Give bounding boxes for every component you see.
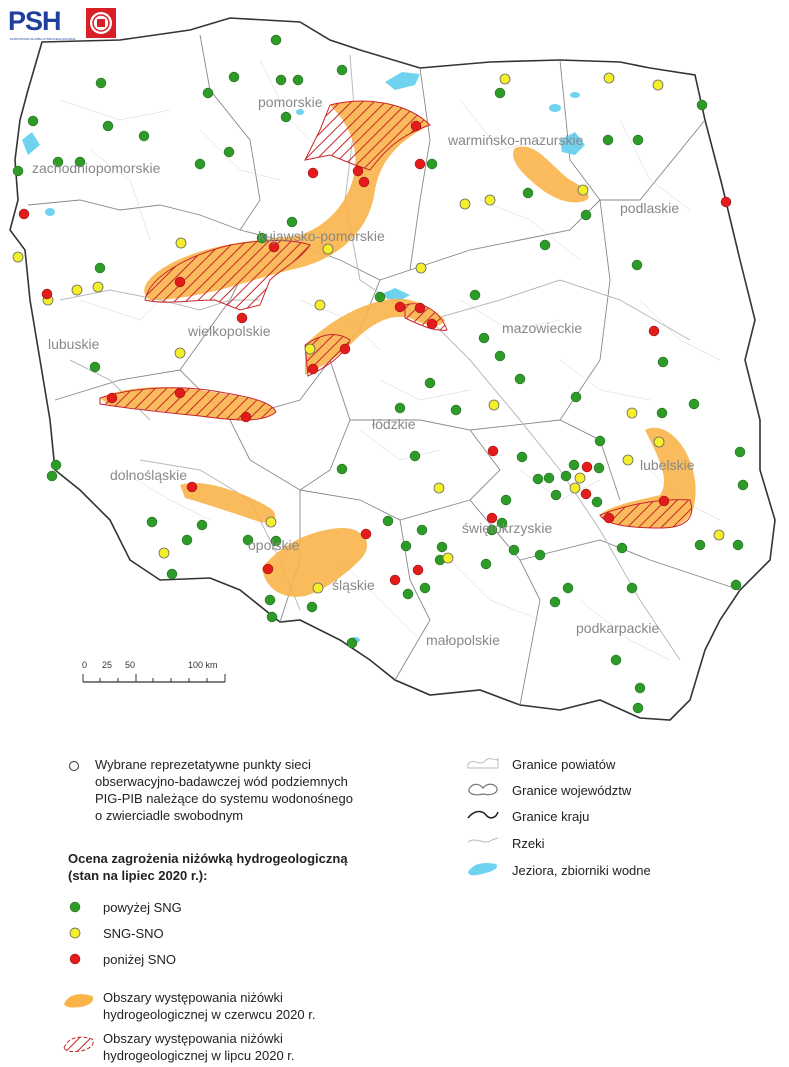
point-sng-sno [623, 455, 633, 465]
scale-bar [80, 660, 230, 690]
point-above-sng [627, 583, 637, 593]
region-label-lubelskie: lubelskie [640, 457, 695, 473]
region-label-podkarpackie: podkarpackie [576, 620, 660, 636]
point-above-sng [571, 392, 581, 402]
point-above-sng [517, 452, 527, 462]
region-label-dolnoslaskie: dolnośląskie [110, 467, 188, 483]
point-below-sno [659, 496, 669, 506]
point-above-sng [147, 517, 157, 527]
point-above-sng [47, 471, 57, 481]
point-below-sno [353, 166, 363, 176]
point-above-sng [569, 460, 579, 470]
point-below-sno [582, 462, 592, 472]
legend-yellow-dot-icon [69, 927, 81, 939]
point-above-sng [501, 495, 511, 505]
point-above-sng [617, 543, 627, 553]
point-sng-sno [489, 400, 499, 410]
region-label-slaskie: śląskie [332, 577, 375, 593]
point-below-sno [175, 277, 185, 287]
point-below-sno [308, 168, 318, 178]
logo-subtext: PAŃSTWOWA SŁUŻBA HYDROGEOLOGICZNA [10, 37, 76, 41]
region-label-kujawsko-pomorskie: kujawsko-pomorskie [258, 228, 385, 244]
point-below-sno [263, 564, 273, 574]
point-below-sno [241, 412, 251, 422]
point-sng-sno [500, 74, 510, 84]
point-above-sng [224, 147, 234, 157]
point-below-sno [308, 364, 318, 374]
point-above-sng [383, 516, 393, 526]
point-below-sno [175, 388, 185, 398]
legend-lake-icon [466, 858, 500, 878]
legend-powiat-borders: Granice powiatów [512, 757, 616, 772]
point-sng-sno [416, 263, 426, 273]
point-above-sng [139, 131, 149, 141]
point-above-sng [633, 703, 643, 713]
point-above-sng [420, 583, 430, 593]
region-label-warminsko-mazurskie: warmińsko-mazurskie [448, 132, 584, 148]
point-sng-sno [13, 252, 23, 262]
point-above-sng [395, 403, 405, 413]
scale-label-50: 50 [125, 660, 136, 670]
point-above-sng [267, 612, 277, 622]
point-sng-sno [443, 553, 453, 563]
legend [0, 740, 789, 1067]
point-sng-sno [627, 408, 637, 418]
point-above-sng [481, 559, 491, 569]
scale-label-0: 0 [82, 660, 88, 670]
point-above-sng [733, 540, 743, 550]
point-above-sng [197, 520, 207, 530]
point-below-sno [19, 209, 29, 219]
point-below-sno [415, 159, 425, 169]
point-above-sng [427, 159, 437, 169]
point-sng-sno [266, 517, 276, 527]
point-above-sng [658, 357, 668, 367]
point-above-sng [96, 78, 106, 88]
logo-text: PSH [8, 6, 61, 36]
legend-between: SNG-SNO [103, 926, 164, 941]
point-below-sno [395, 302, 405, 312]
point-above-sng [635, 683, 645, 693]
point-sng-sno [460, 199, 470, 209]
point-below-sno [488, 446, 498, 456]
point-above-sng [90, 362, 100, 372]
psh-logo [8, 6, 114, 46]
point-above-sng [697, 100, 707, 110]
point-sng-sno [313, 583, 323, 593]
point-above-sng [375, 292, 385, 302]
point-above-sng [195, 159, 205, 169]
point-below-sno [427, 319, 437, 329]
point-above-sng [347, 638, 357, 648]
scale-label-100: 100 km [188, 660, 218, 670]
point-above-sng [403, 589, 413, 599]
point-sng-sno [72, 285, 82, 295]
point-above-sng [425, 378, 435, 388]
point-sng-sno [714, 530, 724, 540]
point-above-sng [515, 374, 525, 384]
point-below-sno [390, 575, 400, 585]
point-above-sng [603, 135, 613, 145]
legend-points-description: Wybrane reprezetatywne punkty sieci obserwacyjno-badawczej wód podziemnych PIG-PIB należące do systemu wodonośnego o zwierciadle swobodnym [95, 757, 353, 823]
point-above-sng [594, 463, 604, 473]
point-sng-sno [654, 437, 664, 447]
point-above-sng [51, 460, 61, 470]
region-label-wielkopolskie: wielkopolskie [188, 323, 271, 339]
point-above-sng [167, 569, 177, 579]
legend-red-dot-icon [69, 953, 81, 965]
point-above-sng [271, 35, 281, 45]
point-above-sng [561, 471, 571, 481]
point-below-sno [604, 513, 614, 523]
point-above-sng [533, 474, 543, 484]
point-below-sno [361, 529, 371, 539]
legend-point-icon [68, 760, 80, 772]
point-above-sng [287, 217, 297, 227]
point-above-sng [540, 240, 550, 250]
region-label-pomorskie: pomorskie [258, 94, 323, 110]
legend-river-icon [466, 834, 500, 848]
point-above-sng [523, 188, 533, 198]
point-above-sng [495, 88, 505, 98]
point-above-sng [293, 75, 303, 85]
point-above-sng [551, 490, 561, 500]
point-above-sng [581, 210, 591, 220]
legend-voivodeship-borders: Granice województw [512, 783, 632, 798]
point-above-sng [695, 540, 705, 550]
legend-below: poniżej SNO [103, 952, 176, 967]
region-label-mazowieckie: mazowieckie [502, 320, 583, 336]
point-sng-sno [604, 73, 614, 83]
point-above-sng [95, 263, 105, 273]
point-above-sng [28, 116, 38, 126]
point-below-sno [340, 344, 350, 354]
point-above-sng [337, 65, 347, 75]
point-above-sng [592, 497, 602, 507]
point-above-sng [495, 351, 505, 361]
point-sng-sno [485, 195, 495, 205]
point-below-sno [107, 393, 117, 403]
legend-above: powyżej SNG [103, 900, 182, 915]
point-above-sng [410, 451, 420, 461]
legend-june-area: Obszary występowania niżówki hydrogeologicznej w czerwcu 2020 r. [103, 990, 316, 1022]
point-above-sng [611, 655, 621, 665]
point-sng-sno [653, 80, 663, 90]
region-label-malopolskie: małopolskie [426, 632, 500, 648]
point-above-sng [451, 405, 461, 415]
point-above-sng [544, 473, 554, 483]
scale-label-25: 25 [102, 660, 113, 670]
point-above-sng [738, 480, 748, 490]
point-sng-sno [434, 483, 444, 493]
point-above-sng [437, 542, 447, 552]
point-below-sno [721, 197, 731, 207]
point-above-sng [479, 333, 489, 343]
point-below-sno [415, 303, 425, 313]
point-sng-sno [176, 238, 186, 248]
point-above-sng [632, 260, 642, 270]
point-above-sng [535, 550, 545, 560]
legend-rivers: Rzeki [512, 836, 545, 851]
point-above-sng [417, 525, 427, 535]
region-label-lubuskie: lubuskie [48, 336, 100, 352]
point-above-sng [229, 72, 239, 82]
point-above-sng [265, 595, 275, 605]
point-below-sno [187, 482, 197, 492]
legend-voivodeship-border-icon [466, 780, 500, 798]
legend-powiat-border-icon [466, 754, 500, 772]
point-above-sng [735, 447, 745, 457]
point-above-sng [13, 166, 23, 176]
point-above-sng [307, 602, 317, 612]
legend-lakes: Jeziora, zbiorniki wodne [512, 863, 651, 878]
point-below-sno [649, 326, 659, 336]
point-sng-sno [578, 185, 588, 195]
point-above-sng [337, 464, 347, 474]
point-sng-sno [175, 348, 185, 358]
point-above-sng [281, 112, 291, 122]
point-sng-sno [575, 473, 585, 483]
point-sng-sno [315, 300, 325, 310]
point-sng-sno [159, 548, 169, 558]
point-above-sng [103, 121, 113, 131]
point-above-sng [203, 88, 213, 98]
point-above-sng [689, 399, 699, 409]
legend-july-area-icon [62, 1032, 96, 1054]
point-above-sng [182, 535, 192, 545]
legend-july-area: Obszary występowania niżówki hydrogeologicznej w lipcu 2020 r. [103, 1031, 295, 1063]
point-above-sng [595, 436, 605, 446]
region-label-opolskie: opolskie [248, 537, 300, 553]
point-below-sno [581, 489, 591, 499]
point-above-sng [550, 597, 560, 607]
legend-green-dot-icon [69, 901, 81, 913]
point-below-sno [411, 121, 421, 131]
point-above-sng [657, 408, 667, 418]
seal-icon [86, 8, 116, 38]
point-above-sng [731, 580, 741, 590]
legend-assessment-title: Ocena zagrożenia niżówką hydrogeologiczną (stan na lipiec 2020 r.): [68, 851, 348, 883]
point-sng-sno [305, 344, 315, 354]
legend-country-border-icon [466, 808, 500, 822]
point-above-sng [563, 583, 573, 593]
point-above-sng [633, 135, 643, 145]
region-label-lodzkie: łódzkie [372, 416, 416, 432]
legend-june-area-icon [62, 990, 96, 1010]
point-above-sng [401, 541, 411, 551]
point-below-sno [237, 313, 247, 323]
point-above-sng [509, 545, 519, 555]
point-sng-sno [93, 282, 103, 292]
region-label-zachodniopomorskie: zachodniopomorskie [32, 160, 161, 176]
region-label-podlaskie: podlaskie [620, 200, 680, 216]
scale-ruler [80, 672, 230, 686]
point-sng-sno [570, 483, 580, 493]
point-above-sng [276, 75, 286, 85]
legend-country-border: Granice kraju [512, 809, 590, 824]
point-below-sno [413, 565, 423, 575]
point-sng-sno [323, 244, 333, 254]
point-above-sng [470, 290, 480, 300]
point-below-sno [359, 177, 369, 187]
point-below-sno [42, 289, 52, 299]
region-label-swietokrzyskie: świętokrzyskie [462, 520, 553, 536]
